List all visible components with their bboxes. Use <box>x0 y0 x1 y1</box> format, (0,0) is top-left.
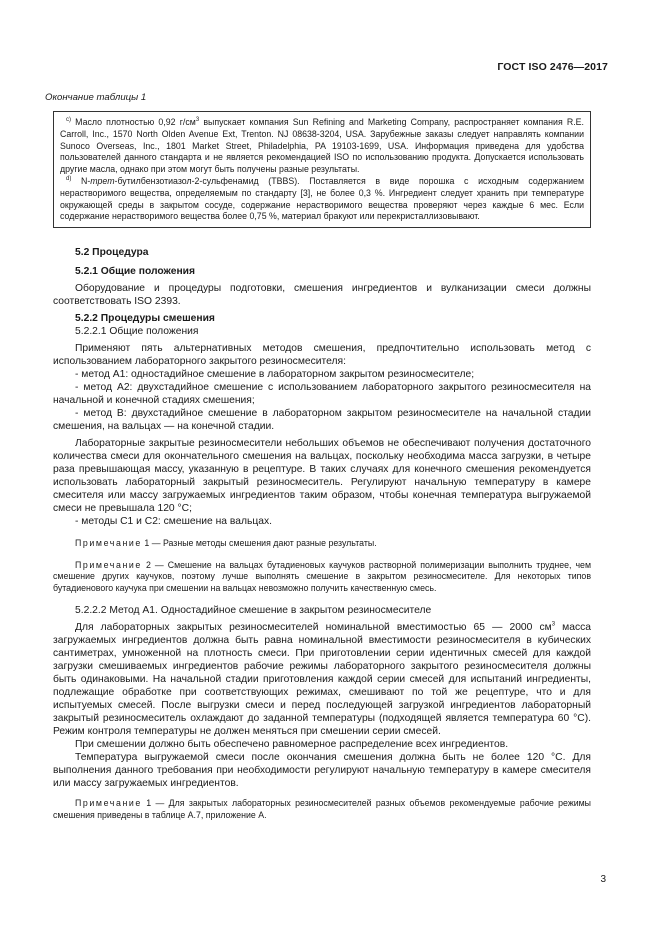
section-5-2-1-text: Оборудование и процедуры подготовки, смешения ингредиентов и вулканизации смеси должны соответствовать ISO 2393. <box>53 283 591 307</box>
section-5-2-2-2-heading: 5.2.2.2 Метод А1. Одностадийное смешение в закрытом резиносмесителе <box>75 605 432 617</box>
paragraph-small-mixers: Лабораторные закрытые резиносмесители небольших объемов не обеспечивают получения достаточного количества смеси для окончательного смешения на вальцах, поскольку необходима масса загрузки, в четыре раза превышающая массу, указанную в рецептуре. В таких случаях для конечного смешения рекомендуется использовать лабораторный закрытый резиносмеситель. Регулируют начальную температуру в камере смесителя или массу загружаемых ингредиентов таким образом, чтобы конечная температура выгружаемой смеси не превышала 120 °С; <box>53 438 591 514</box>
note-3: Примечание 1 — Для закрытых лабораторных резиносмесителей разных объемов рекомендуемые рабочие режимы смешения приведены в таблице А.7, приложение А. <box>53 798 591 820</box>
section-5-2-2-heading: 5.2.2 Процедуры смешения <box>75 313 215 324</box>
list-item-method-c: - методы С1 и С2: смешение на вальцах. <box>75 516 272 527</box>
list-item-method-b: - метод В: двухстадийное смешение в лабораторном закрытом резиносмесителе на начальной стадии смешения, на вальцах — на конечной стадии. <box>53 408 591 432</box>
paragraph-uniform-distribution: При смешении должно быть обеспечено равномерное распределение всех ингредиентов. <box>75 739 509 751</box>
page-number: 3 <box>600 874 606 885</box>
footnote-d-marker: d) <box>66 176 72 183</box>
list-item-method-a2: - метод А2: двухстадийное смешение с использованием лабораторного закрытого резиносмесителя на начальной и конечной стадиях смешения; <box>53 382 591 406</box>
table-footnotes-box <box>53 111 591 228</box>
main-content <box>53 246 591 822</box>
section-5-2-2-1-heading: 5.2.2.1 Общие положения <box>75 326 199 337</box>
paragraph-a1-method: Для лабораторных закрытых резиносмесителей номинальной вместимостью 65 — 2000 $см^3$ масса загружаемых ингредиентов должна быть равна номинальной вместимости резиносмесителя в кубических сантиметрах, умноженной на плотность смеси. При приготовлении серии идентичных смесей для каждой загрузки смешиваемых ингредиентов рабочие режимы лабораторного закрытого резиносмесителя должны быть одинаковыми. На начальной стадии приготовления каждой серии смесей для испытаний ингредиенты, подлежащие обработке при соответствующих режимах, смешивают по той же рецептуре, что и для испытуемых смесей. После выгрузки смеси и перед последующей загрузкой ингредиентов лабораторный закрытый резиносмеситель охлаждают до заданной температуры (подходящей является температура 60 °С). Режим контроля температуры не должен меняться при смешении серии смесей. <box>53 621 591 738</box>
note-label: Примечание <box>75 538 142 548</box>
section-5-2-heading: 5.2 Процедура <box>75 247 149 258</box>
footnote-c-marker: c) <box>66 117 71 124</box>
footnote-c: $^{c)}$ Масло плотностью 0,92 $г/см^3$ выпускает компания Sun Refining and Marketing Company, распространяет компания R.E. Carroll, Inc., 1570 North Olden Avenue Ext, Trenton. NJ 08638-3204, USA. Зарубежные заказы следует направлять компании Sunoco Overseas, Inc., 1801 Market Street, Philadelphia, PA 19103-1699, USA. Информация приведена для удобства пользователей данного стандарта и не является рекомендацией ISO по использованию продукта. Допускается использовать другие масла, однако при этом могут быть получены разные результаты. <box>60 117 584 175</box>
table-end-label: Окончание таблицы 1 <box>45 92 147 103</box>
note-label: Примечание <box>75 559 142 570</box>
footnote-d: $^{d)}$ N-трет-бутилбензотиазол-2-сульфенамид (TBBS). Поставляется в виде порошка с исходным содержанием нерастворимого вещества, определяемым по стандарту [3], не более 0,3 %. Ингредиент следует хранить при температуре окружающей среды в закрытом сосуде, содержание нерастворимого вещества проверяют через каждые 6 мес. Если содержание нерастворимого вещества более 0,75 %, материал бракуют или перекристаллизовывают. <box>60 175 584 222</box>
paragraph-discharge-temperature: Температура выгружаемой смеси после окончания смешения должна быть не более 120 °С. Для выполнения данного требования при необходимости регулируют начальную температуру в камере смесителя или массу загружаемых ингредиентов. <box>53 752 591 790</box>
note-1: Примечание 1 — Разные методы смешения дают разные результаты. <box>75 538 377 548</box>
document-header: ГОСТ ISO 2476—2017 <box>497 61 608 73</box>
paragraph-methods-intro: Применяют пять альтернативных методов смешения, предпочтительно использовать метод с использованием лабораторного закрытого резиносмесителя: <box>53 343 591 367</box>
section-5-2-1-heading: 5.2.1 Общие положения <box>75 266 195 277</box>
list-item-method-a1: - метод А1: одностадийное смешение в лабораторном закрытом резиносмесителе; <box>75 369 475 380</box>
note-2: Примечание 2 — Смешение на вальцах бутадиеновых каучуков растворной полимеризации выполнить труднее, чем смешение других каучуков, поэтому лучше выполнять смешение в закрытом резиносмесителе. Для некоторых типов бутадиенового каучука при смешении на вальцах невозможно получить качественную смесь. <box>53 559 591 593</box>
note-label: Примечание <box>75 798 142 809</box>
